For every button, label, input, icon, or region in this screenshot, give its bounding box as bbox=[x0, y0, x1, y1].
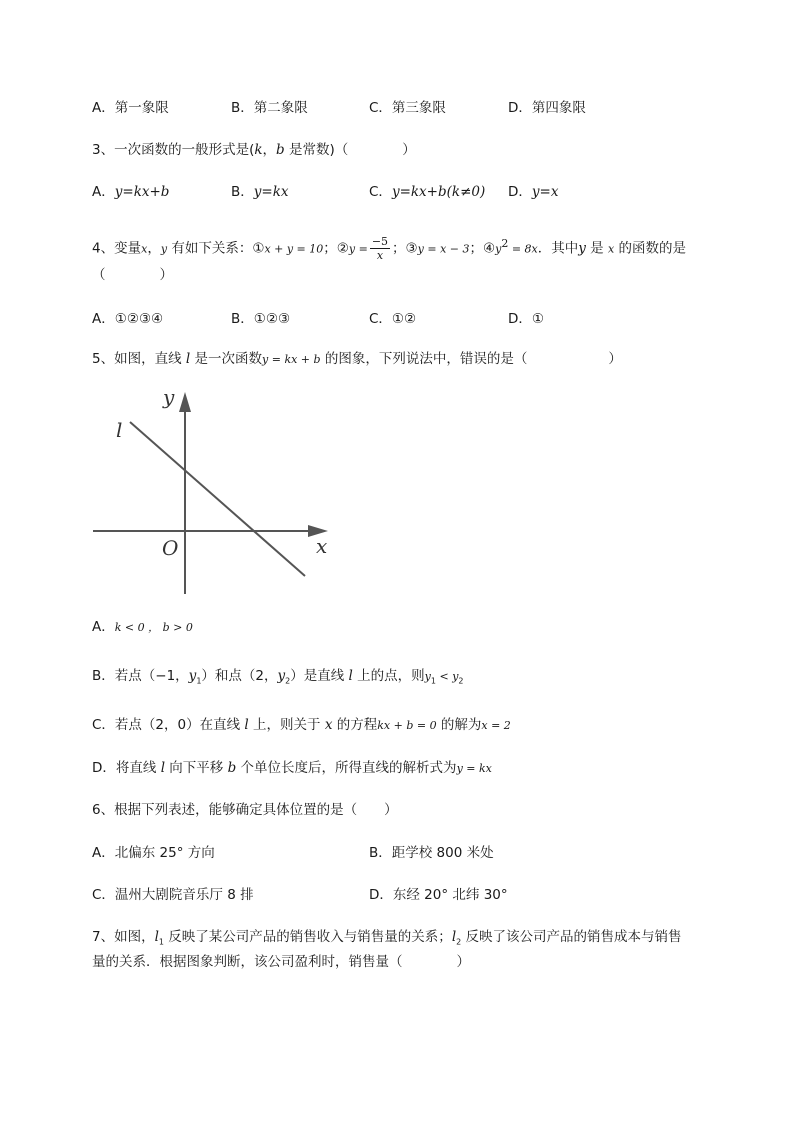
q3-option-d: D．y=x bbox=[508, 184, 559, 200]
q3-stem: 3、一次函数的一般形式是(k，b 是常数)（ ） bbox=[92, 142, 416, 158]
q4-answer-paren: （ ） bbox=[92, 267, 173, 283]
q5-option-c: C．若点（2，0）在直线 l 上，则关于 x 的方程kx + b = 0 的解为x = 2 bbox=[92, 717, 511, 733]
q4-option-d: D．① bbox=[508, 311, 544, 327]
q5-option-d: D．将直线 l 向下平移 b 个单位长度后，所得直线的解析式为y = kx bbox=[92, 760, 492, 776]
y-axis-label: y bbox=[163, 385, 175, 409]
q3-option-b: B．y=kx bbox=[231, 184, 289, 200]
line-l bbox=[130, 422, 305, 576]
q6-option-a: A．北偏东 25° 方向 bbox=[92, 845, 215, 861]
x-axis-label: x bbox=[316, 534, 328, 558]
q4-option-c: C．①② bbox=[369, 311, 417, 327]
q7-stem-line-1: 7、如图，$l_1$ 反映了某公司产品的销售收入与销售量的关系；$l_2$ 反映了该公司产品的销售成本与销售 bbox=[92, 929, 682, 947]
y-axis-arrow bbox=[179, 392, 191, 412]
q6-option-c: C．温州大剧院音乐厅 8 排 bbox=[92, 887, 254, 903]
q2-option-d: D．第四象限 bbox=[508, 100, 586, 116]
q6-option-d: D．东经 20° 北纬 30° bbox=[369, 887, 508, 903]
q2-option-b: B．第二象限 bbox=[231, 100, 308, 116]
q5-option-b: B．若点（−1，$y_1$）和点（2，$y_2$）是直线 l 上的点，则$y_1 < y_2$ bbox=[92, 668, 464, 686]
q6-stem: 6、根据下列表述，能够确定具体位置的是（ ） bbox=[92, 802, 398, 818]
q3-option-c: C．y=kx+b(k≠0) bbox=[369, 184, 486, 200]
line-l-label: l bbox=[116, 418, 123, 442]
q7-stem-line-2: 量的关系．根据图象判断，该公司盈利时，销售量（ ） bbox=[92, 954, 470, 970]
q4-stem: 4、变量x，y 有如下关系：①x + y = 10；②y = $\frac{-5}{x}$ ；③y = x − 3；$④y^2 = 8x$．其中y 是 x 的函数的是 bbox=[92, 235, 686, 262]
q6-option-b: B．距学校 800 米处 bbox=[369, 845, 494, 861]
q2-option-a: A．第一象限 bbox=[92, 100, 169, 116]
origin-label: O bbox=[162, 536, 179, 560]
q5-option-a: A．k < 0 ， b > 0 bbox=[92, 619, 193, 635]
q4-option-a: A．①②③④ bbox=[92, 311, 164, 327]
q5-stem: 5、如图，直线 l 是一次函数y = kx + b 的图象，下列说法中，错误的是（ ） bbox=[92, 351, 622, 367]
q3-option-a: A．y=kx+b bbox=[92, 184, 170, 200]
q4-option-b: B．①②③ bbox=[231, 311, 291, 327]
q2-option-c: C．第三象限 bbox=[369, 100, 446, 116]
q4-fraction: $\frac{-5}{x}$ bbox=[371, 235, 389, 262]
